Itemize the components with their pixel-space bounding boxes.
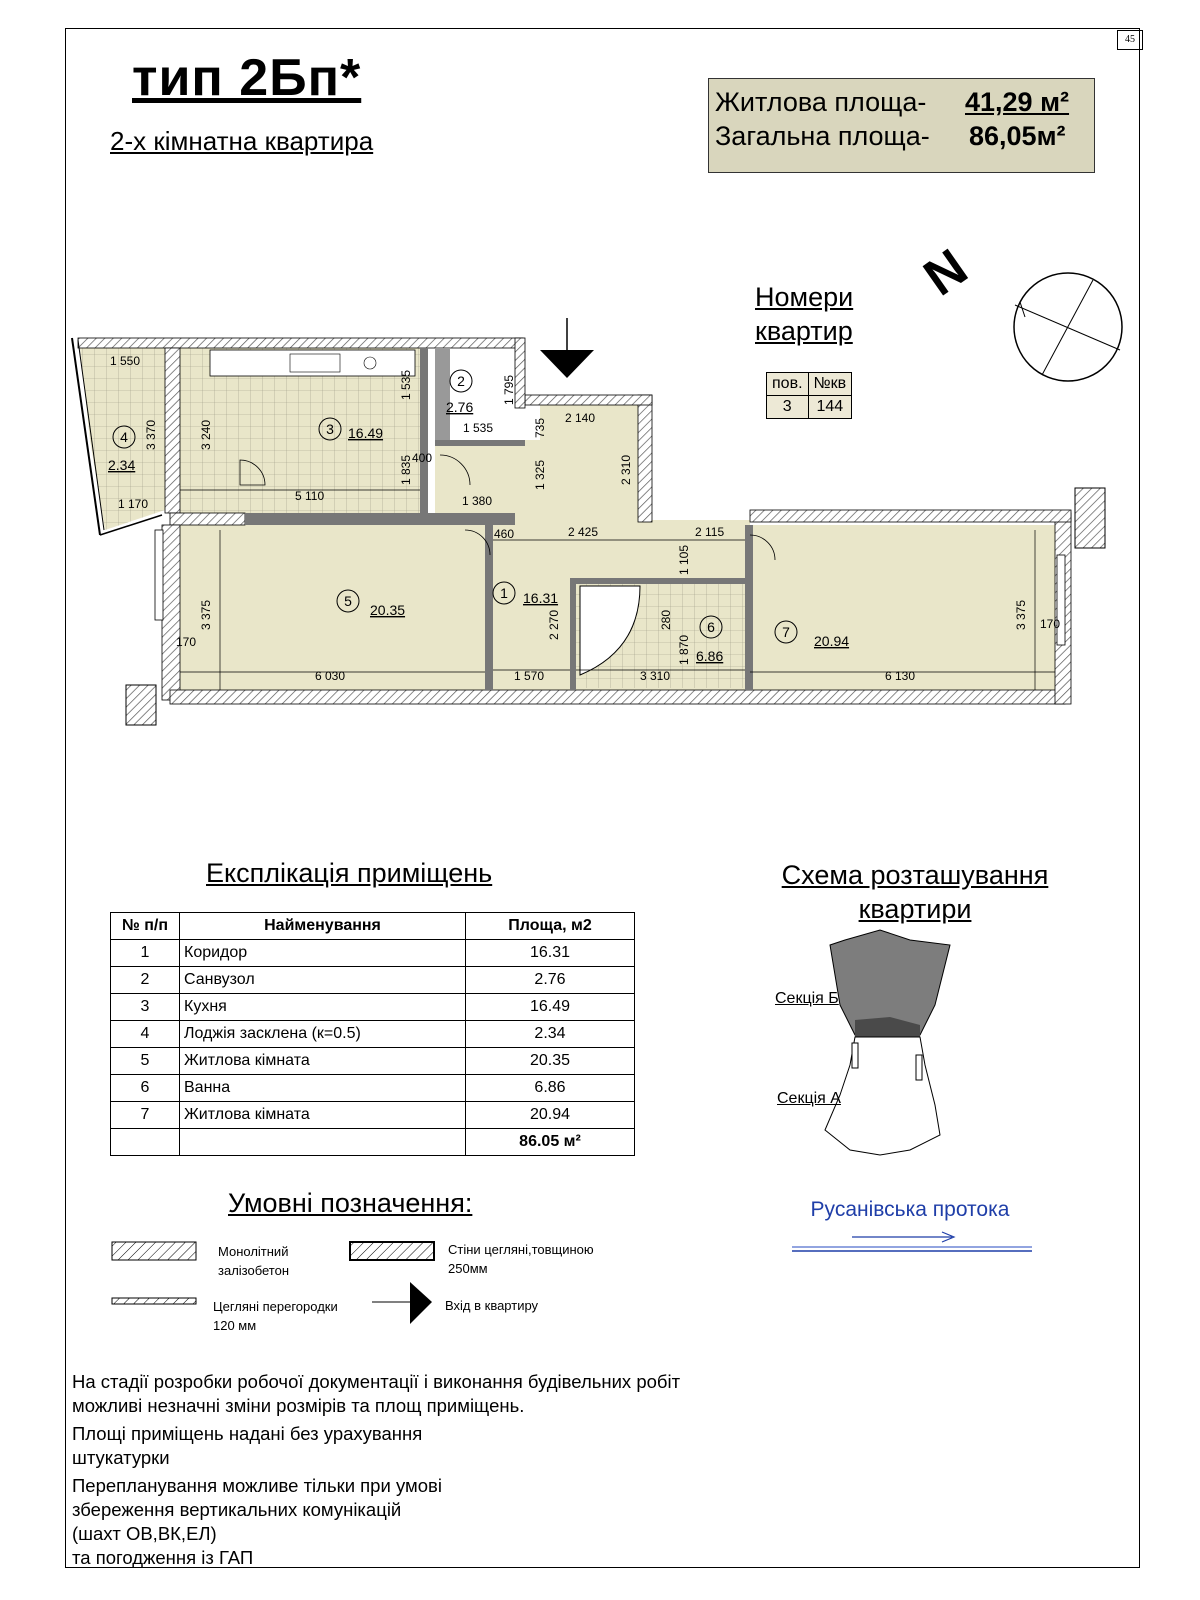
legend-title: Умовні позначення: bbox=[228, 1188, 473, 1218]
room-7-number: 7 bbox=[782, 624, 790, 640]
apartment-type-title: тип 2Бп* bbox=[132, 49, 362, 107]
scheme-title-2: квартири bbox=[858, 894, 972, 924]
room-5-area: 20.35 bbox=[370, 602, 406, 618]
row-number: 5 bbox=[111, 1048, 180, 1075]
dim-text: 2 115 bbox=[695, 525, 725, 539]
river-label: Русанівська протока bbox=[810, 1198, 1010, 1221]
row-number: 4 bbox=[111, 1021, 180, 1048]
legend-brick-walls: Стіни цегляні,товщиною 250мм bbox=[448, 1242, 594, 1276]
explication-title: Експлікація приміщень bbox=[206, 858, 493, 888]
flat-number-value: 144 bbox=[808, 396, 852, 419]
dim-text: 2 310 bbox=[619, 454, 633, 485]
room-4-area: 2.34 bbox=[108, 457, 136, 473]
row-number: 6 bbox=[111, 1075, 180, 1102]
room-1-number: 1 bbox=[500, 585, 508, 601]
row-name: Ванна bbox=[180, 1075, 466, 1102]
room-6-number: 6 bbox=[707, 619, 715, 635]
dim-text: 3 375 bbox=[1014, 599, 1028, 630]
total-area-label: Загальна площа- bbox=[715, 121, 930, 151]
table-row bbox=[111, 1075, 635, 1102]
flat-floor-value: 3 bbox=[767, 396, 809, 419]
row-area: 2.76 bbox=[466, 967, 635, 994]
room-2-area: 2.76 bbox=[446, 399, 474, 415]
dim-text: 3 310 bbox=[640, 669, 671, 683]
table-row bbox=[111, 994, 635, 1021]
room-6-area: 6.86 bbox=[696, 648, 724, 664]
note-3: Перепланування можливе тільки при умові збереження вертикальних комунікацій (шахт ОВ,ВК,ЕЛ) та погодження із ГАП bbox=[72, 1475, 442, 1568]
apartment-subtitle: 2-х кімнатна квартира bbox=[110, 126, 374, 156]
entrance-arrow-icon bbox=[410, 1282, 432, 1324]
row-number: 2 bbox=[111, 967, 180, 994]
row-area: 16.49 bbox=[466, 994, 635, 1021]
total-area-value: 86,05м² bbox=[969, 121, 1066, 151]
table-row bbox=[111, 1102, 635, 1129]
legend-partitions: Цегляні перегородки 120 мм bbox=[213, 1299, 338, 1333]
note-2: Площі приміщень надані без урахування штукатурки bbox=[72, 1423, 423, 1468]
living-area-row bbox=[715, 87, 1070, 118]
row-number: 3 bbox=[111, 994, 180, 1021]
explication-table bbox=[110, 912, 635, 1156]
row-area: 2.34 bbox=[466, 1021, 635, 1048]
flat-header-floor: пов. bbox=[767, 373, 809, 396]
dim-text: 2 140 bbox=[565, 411, 596, 425]
dim-text: 2 270 bbox=[547, 609, 561, 640]
monolith-swatch bbox=[112, 1242, 196, 1260]
room-4-number: 4 bbox=[120, 429, 128, 445]
dim-text: 1 535 bbox=[399, 369, 413, 400]
dim-text: 3 375 bbox=[199, 599, 213, 630]
floor-plan bbox=[70, 330, 1130, 750]
area-summary-box bbox=[708, 78, 1095, 173]
expl-header-no: № п/п bbox=[111, 913, 180, 940]
legend-entrance-symbol bbox=[372, 1280, 442, 1330]
row-area: 20.35 bbox=[466, 1048, 635, 1075]
room-7-living bbox=[750, 525, 1055, 690]
section-a-label: Секція А bbox=[777, 1090, 841, 1107]
dim-text: 1 870 bbox=[677, 634, 691, 665]
room-2-number: 2 bbox=[457, 373, 465, 389]
row-name: Житлова кімната bbox=[180, 1048, 466, 1075]
dim-text: 460 bbox=[494, 527, 515, 541]
legend-entrance: Вхід в квартиру bbox=[445, 1298, 539, 1313]
dim-text: 1 170 bbox=[118, 497, 149, 511]
table-row bbox=[111, 940, 635, 967]
partition-swatch bbox=[112, 1298, 196, 1304]
room-3-area: 16.49 bbox=[348, 425, 384, 441]
row-name: Коридор bbox=[180, 940, 466, 967]
sheet-number: 45 bbox=[1117, 30, 1143, 50]
dim-text: 3 240 bbox=[199, 419, 213, 450]
dim-text: 6 130 bbox=[885, 669, 916, 683]
row-name: Лоджія засклена (к=0.5) bbox=[180, 1021, 466, 1048]
living-area-label: Житлова площа- bbox=[715, 87, 927, 117]
dim-text: 1 570 bbox=[514, 669, 545, 683]
table-total-row bbox=[111, 1129, 635, 1156]
row-name: Житлова кімната bbox=[180, 1102, 466, 1129]
row-area: 6.86 bbox=[466, 1075, 635, 1102]
north-letter: N bbox=[913, 238, 978, 308]
row-name: Санвузол bbox=[180, 967, 466, 994]
row-area: 20.94 bbox=[466, 1102, 635, 1129]
entrance-arrow-icon bbox=[540, 350, 594, 378]
dim-text: 2 425 bbox=[568, 525, 599, 539]
legend-swatch-brick bbox=[348, 1238, 438, 1268]
total-area: 86.05 м² bbox=[466, 1129, 635, 1156]
expl-header-area: Площа, м2 bbox=[466, 913, 635, 940]
dim-text: 1 550 bbox=[110, 354, 141, 368]
dim-text: 735 bbox=[533, 417, 547, 438]
dim-text: 1 105 bbox=[677, 544, 691, 575]
dim-text: 1 535 bbox=[463, 421, 494, 435]
table-row bbox=[111, 1021, 635, 1048]
flat-header-number: №кв bbox=[808, 373, 852, 396]
dim-text: 1 380 bbox=[462, 494, 493, 508]
row-number: 7 bbox=[111, 1102, 180, 1129]
notes bbox=[72, 1370, 680, 1574]
section-a-shape bbox=[825, 1037, 940, 1155]
row-name: Кухня bbox=[180, 994, 466, 1021]
scheme-title bbox=[765, 858, 1065, 926]
room-1-area: 16.31 bbox=[523, 590, 559, 606]
room-3-number: 3 bbox=[326, 421, 334, 437]
dim-text: 5 110 bbox=[295, 489, 325, 503]
dim-text: 6 030 bbox=[315, 669, 346, 683]
room-7-area: 20.94 bbox=[814, 633, 850, 649]
dim-text: 3 370 bbox=[144, 419, 158, 450]
expl-header-name: Найменування bbox=[180, 913, 466, 940]
dim-text: 280 bbox=[659, 609, 673, 630]
brick-swatch bbox=[350, 1242, 434, 1260]
table-row bbox=[111, 1048, 635, 1075]
living-area-value: 41,29 м² bbox=[965, 87, 1070, 117]
section-b-label: Секція Б bbox=[775, 990, 839, 1007]
dim-text: 170 bbox=[1040, 617, 1061, 631]
total-area-row bbox=[715, 121, 1066, 152]
room-5-number: 5 bbox=[344, 593, 352, 609]
scheme-title-1: Схема розташування bbox=[781, 860, 1049, 890]
flat-numbers-title-2: квартир bbox=[755, 316, 853, 346]
dim-text: 400 bbox=[412, 451, 433, 465]
legend-monolith: Монолітний залізобетон bbox=[218, 1244, 290, 1278]
dim-text: 1 795 bbox=[502, 374, 516, 405]
legend-swatches-left bbox=[110, 1238, 200, 1333]
room-5-living bbox=[180, 525, 485, 690]
row-area: 16.31 bbox=[466, 940, 635, 967]
flat-numbers-title-1: Номери bbox=[755, 282, 854, 312]
row-number: 1 bbox=[111, 940, 180, 967]
location-scheme bbox=[770, 925, 1000, 1155]
river-lines bbox=[792, 1225, 1032, 1255]
note-1: На стадії розробки робочої документації і виконання будівельних робіт можливі незначні зміни розмірів та площ приміщень. bbox=[72, 1371, 681, 1416]
dim-text: 170 bbox=[176, 635, 197, 649]
dim-text: 1 835 bbox=[399, 454, 413, 485]
dim-text: 1 325 bbox=[533, 459, 547, 490]
table-row bbox=[111, 967, 635, 994]
